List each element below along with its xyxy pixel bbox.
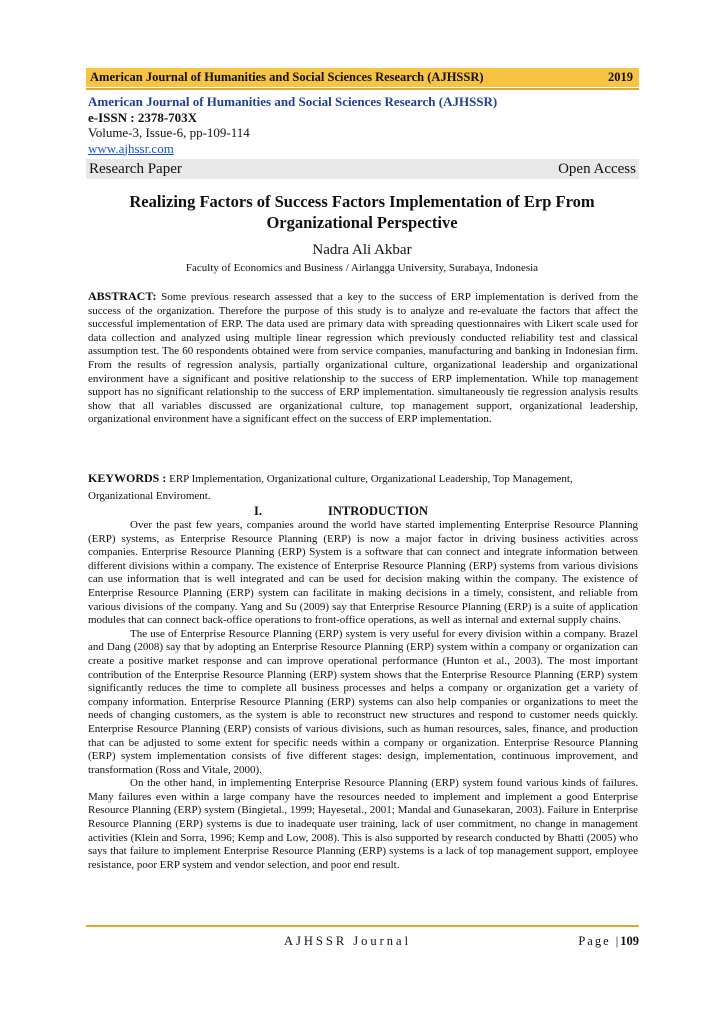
author-name: Nadra Ali Akbar [312, 242, 412, 258]
page-number-block [578, 934, 639, 949]
article-type: Research Paper [89, 160, 182, 177]
journal-website-link[interactable]: www.ajhssr.com [88, 140, 174, 156]
access-type: Open Access [558, 160, 636, 177]
abstract-text: Some previous research assessed that a key to the success of ERP implementation is derived from the success of the organization. Therefore the purpose of this study is to analyze and re-evaluate the factors that affect the successful implementation of ERP. The data used are primary data with spreading questionnaires with Likert scale used for data collection and analyzed using multiple linear regression which previously conducted reliability test and classical assumption test. The 60 respondents obtained were from service companies, manufacturing and banking in Indonesian firm. From the results of regression analysis, partially organizational culture, organizational leadership and organizational environment have a significant and positive relationship to the success of ERP implementation. While top management support has no significant relationship to the success of ERP implementation. simultaneously tie regression analysis results show that all variables discussed are organizational culture, top management support, organizational leadership, organizational environment have a significant effect on the success of ERP implementation. [88, 291, 639, 426]
abstract-label: ABSTRACT: [88, 289, 157, 303]
meta-journal-name: American Journal of Humanities and Social Sciences Research (AJHSSR) [88, 94, 498, 109]
author-affiliation: Faculty of Economics and Business / Airlangga University, Surabaya, Indonesia [185, 262, 539, 274]
section-title: INTRODUCTION [328, 504, 429, 518]
section-number: I. [254, 504, 262, 518]
footer-journal: AJHSSR Journal [284, 934, 412, 948]
paragraph: Over the past few years, companies around the world have started implementing Enterprise Resource Planning (ERP) systems, as Enterprise Resource Planning (ERP) is now a major factor in driving business activities across companies. Enterprise Resource Planning (ERP) System is a software that can connect and integrate information between different divisions within a company. The existence of Enterprise Resource Planning (ERP) systems from various divisions can use information that is well integrated and can be used for decision making within the company. The existence of Enterprise Resource Planning (ERP) system can facilitate in making decisions in a timely, consistent, and reliable from various divisions of the company. Yang and Su (2009) say that Enterprise Resource Planning (ERP) is a suite of application modules that can connect back-office operations to front-office operations, as well as internal and external supply chains. [88, 519, 638, 627]
abstract [88, 290, 638, 427]
meta-volume: Volume-3, Issue-6, pp-109-114 [88, 125, 250, 140]
page-label: Page | [578, 934, 621, 948]
header-year: 2019 [608, 70, 633, 84]
footer-divider [86, 925, 639, 927]
header-journal-name: American Journal of Humanities and Social Sciences Research (AJHSSR) [90, 70, 484, 84]
header-divider [86, 88, 639, 90]
keywords-text: ERP Implementation, Organizational culture, Organizational Leadership, Top Management, Organizational Enviroment. [88, 473, 573, 502]
article-type-bar [86, 159, 639, 179]
page-number: 109 [620, 934, 639, 948]
paragraph: The use of Enterprise Resource Planning (ERP) system is very useful for every division within a company. Brazel and Dang (2008) say that by adopting an Enterprise Resource Planning (ERP) system within a company or organization can create a positive market response and can improve operational performance (Hunton et al., 2003). The most important contribution of the Enterprise Resource Planning (ERP) system shows that the Enterprise Resource Planning (ERP) system significantly reduces the time to complete all business processes and helps a company or organization get a variety of company information. Enterprise Resource Planning (ERP) systems can also help companies or organizations to meet the needs of changing customers, as the system is able to reconstruct new structures and respond to customer needs quickly. Enterprise Resource Planning (ERP) consists of various divisions, such as human resources, sales, finance, and production that can be adjusted to some extent for specific needs within a company or organization. Enterprise Resource Planning (ERP) system implementation consists of five different stages: design, implementation, continuous improvement, and transformation (Ross and Vitale, 2000). [88, 627, 638, 776]
keywords [88, 470, 638, 505]
meta-issn: e-ISSN : 2378-703X [88, 109, 198, 125]
paper-title: Realizing Factors of Success Factors Implementation of Erp From Organizational Perspective [129, 192, 595, 232]
paragraph: On the other hand, in implementing Enterprise Resource Planning (ERP) system found various kinds of failures. Many failures even within a large company have the resources needed to implement and implement a good Enterprise Resource Planning (ERP) system (Bingietal., 1999; Hayesetal., 2001; Mandal and Gunasekaran, 2003). Failure in Enterprise Resource Planning (ERP) systems is due to inadequate user training, lack of user commitment, no change in management activities (Klein and Sorra, 1996; Kemp and Low, 2008). This is also supported by research conducted by Bhatti (2005) who says that failure to implement Enterprise Resource Planning (ERP) systems is a lack of top management support, employee resistance, poor ERP system and vendor selection, and poor end result. [88, 777, 638, 871]
journal-meta [88, 94, 640, 156]
running-header [86, 68, 639, 87]
keywords-label: KEYWORDS : [88, 471, 167, 485]
body-text [88, 519, 638, 872]
